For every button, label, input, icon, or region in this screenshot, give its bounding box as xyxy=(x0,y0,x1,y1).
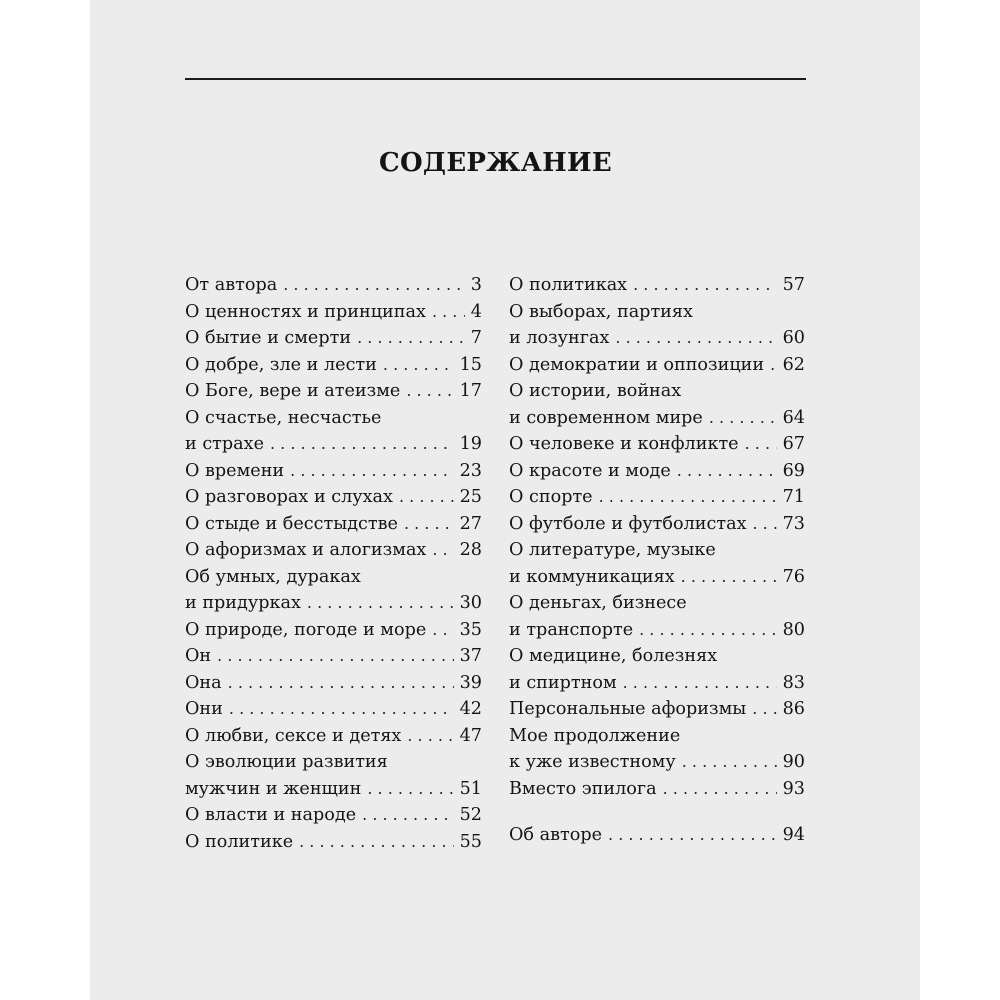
toc-entry[interactable] xyxy=(509,822,805,849)
toc-entry[interactable] xyxy=(185,829,482,856)
toc-page-number: 4 xyxy=(470,301,482,322)
toc-entry-title: О литературе, музыке xyxy=(509,540,716,560)
toc-entry-title: Вместо эпилога xyxy=(509,778,657,799)
toc-entry[interactable] xyxy=(185,458,482,485)
toc-entry-title: О добре, зле и лести xyxy=(185,354,377,375)
toc-entry-title: и страхе xyxy=(185,434,264,454)
toc-page-number: 55 xyxy=(459,831,482,852)
toc-dot-leader xyxy=(770,352,777,379)
toc-entry-title: Об авторе xyxy=(509,825,603,845)
toc-entry-title: О счастье, несчастье xyxy=(185,407,382,428)
toc-entry[interactable] xyxy=(185,802,482,829)
toc-entry[interactable] xyxy=(185,670,482,697)
toc-dot-leader xyxy=(677,458,777,485)
toc-entry-title: О времени xyxy=(185,460,285,481)
toc-dot-leader xyxy=(406,378,453,405)
toc-dot-leader xyxy=(404,511,454,538)
toc-entry[interactable] xyxy=(509,458,805,485)
toc-page-number: 17 xyxy=(459,381,482,401)
toc-page-number: 23 xyxy=(459,460,482,481)
toc-page-number: 28 xyxy=(459,540,482,560)
toc-dot-leader xyxy=(283,272,465,299)
toc-entry[interactable] xyxy=(185,564,482,617)
toc-entry-title: О любви, сексе и детях xyxy=(185,725,402,746)
toc-dot-leader xyxy=(383,352,454,379)
toc-entry-title: и транспорте xyxy=(509,619,634,640)
toc-entry-title: Мое продолжение xyxy=(509,725,681,746)
toc-page-number: 60 xyxy=(782,328,805,348)
toc-dot-leader xyxy=(682,749,777,776)
toc-entry-title: О футболе и футболистах xyxy=(509,513,747,534)
toc-page-number: 47 xyxy=(459,725,482,746)
toc-entry[interactable] xyxy=(509,590,805,643)
toc-entry-title: Персональные афоризмы xyxy=(509,699,747,719)
toc-entry-title: О Боге, вере и атеизме xyxy=(185,381,401,401)
toc-dot-leader xyxy=(709,405,777,432)
toc-entry-title: и современном мире xyxy=(509,407,703,428)
toc-entry-title: О эволюции развития xyxy=(185,752,388,772)
toc-entry-title: О истории, войнах xyxy=(509,381,682,401)
toc-entry[interactable] xyxy=(509,511,805,538)
toc-entry-title: О выборах, партиях xyxy=(509,301,693,322)
toc-page-number: 42 xyxy=(459,699,482,719)
toc-entry[interactable] xyxy=(185,272,482,299)
toc-page-number: 37 xyxy=(459,646,482,666)
toc-dot-leader xyxy=(432,537,453,564)
toc-entry[interactable] xyxy=(185,696,482,723)
toc-dot-leader xyxy=(367,776,453,803)
toc-dot-leader xyxy=(407,723,453,750)
toc-dot-leader xyxy=(753,511,777,538)
toc-dot-leader xyxy=(681,564,777,591)
toc-page-number: 7 xyxy=(470,328,482,348)
toc-entry-title: О медицине, болезнях xyxy=(509,646,718,666)
toc-dot-leader xyxy=(432,299,465,326)
toc-page-number: 15 xyxy=(459,354,482,375)
toc-entry-title: О разговорах и слухах xyxy=(185,487,393,507)
toc-page-number: 19 xyxy=(459,434,482,454)
toc-page-number: 67 xyxy=(782,434,805,454)
toc-entry-title: и спиртном xyxy=(509,672,617,693)
toc-dot-leader xyxy=(633,272,777,299)
toc-page-number: 90 xyxy=(782,752,805,772)
toc-page-number: 3 xyxy=(470,275,482,295)
toc-dot-leader xyxy=(608,822,777,849)
toc-column-right xyxy=(509,272,805,849)
toc-page-number: 52 xyxy=(459,805,482,825)
toc-page-number: 27 xyxy=(459,513,482,534)
toc-dot-leader xyxy=(623,670,777,697)
toc-entry[interactable] xyxy=(509,272,805,299)
toc-entry[interactable] xyxy=(509,643,805,696)
toc-dot-leader xyxy=(270,431,454,458)
toc-entry-title: О бытие и смерти xyxy=(185,328,352,348)
toc-entry-title: О спорте xyxy=(509,487,593,507)
toc-dot-leader xyxy=(432,617,453,644)
toc-entry-title: мужчин и женщин xyxy=(185,778,362,799)
toc-dot-leader xyxy=(217,643,453,670)
toc-entry-title: к уже известному xyxy=(509,752,676,772)
toc-entry-title: О человеке и конфликте xyxy=(509,434,739,454)
toc-entry[interactable] xyxy=(509,352,805,379)
toc-entry[interactable] xyxy=(185,378,482,405)
page-title: СОДЕРЖАНИЕ xyxy=(378,148,613,178)
header-rule xyxy=(185,78,806,80)
toc-entry[interactable] xyxy=(509,776,805,803)
toc-page-number: 86 xyxy=(782,699,805,719)
toc-dot-leader xyxy=(362,802,453,829)
toc-entry[interactable] xyxy=(509,696,805,723)
toc-page-number: 76 xyxy=(782,566,805,587)
toc-entry[interactable] xyxy=(509,431,805,458)
toc-dot-leader xyxy=(228,670,454,697)
toc-entry-title: Они xyxy=(185,699,223,719)
toc-entry[interactable] xyxy=(185,511,482,538)
toc-entry-title: О власти и народе xyxy=(185,805,357,825)
toc-entry-title: О политике xyxy=(185,831,294,852)
toc-entry-title: О демократии и оппозиции xyxy=(509,354,765,375)
toc-entry[interactable] xyxy=(509,378,805,431)
toc-page-number: 57 xyxy=(782,275,805,295)
toc-dot-leader xyxy=(663,776,777,803)
toc-dot-leader xyxy=(752,696,776,723)
toc-entry-title: От автора xyxy=(185,275,278,295)
toc-page-number: 39 xyxy=(459,672,482,693)
toc-page-number: 83 xyxy=(782,672,805,693)
toc-dot-leader xyxy=(299,829,454,856)
toc-page-number: 73 xyxy=(782,513,805,534)
toc-entry[interactable] xyxy=(185,325,482,352)
toc-page-number: 51 xyxy=(459,778,482,799)
toc-entry-title: О природе, погоде и море xyxy=(185,619,427,640)
toc-entry[interactable] xyxy=(509,299,805,352)
toc-entry-title: О афоризмах и алогизмах xyxy=(185,540,427,560)
toc-page-number: 25 xyxy=(459,487,482,507)
toc-page-number: 69 xyxy=(782,460,805,481)
toc-page-number: 93 xyxy=(782,778,805,799)
toc-dot-leader xyxy=(615,325,776,352)
toc-entry[interactable] xyxy=(185,405,482,458)
toc-dot-leader xyxy=(290,458,453,485)
toc-entry-title: Об умных, дураках xyxy=(185,566,361,587)
toc-dot-leader xyxy=(307,590,454,617)
toc-spacer xyxy=(509,802,805,822)
toc-entry-title: О стыде и бесстыдстве xyxy=(185,513,398,534)
toc-column-left xyxy=(185,272,482,855)
toc-entry[interactable] xyxy=(185,643,482,670)
toc-page-number: 94 xyxy=(782,825,805,845)
toc-dot-leader xyxy=(399,484,454,511)
toc-dot-leader xyxy=(639,617,776,644)
toc-entry[interactable] xyxy=(185,299,482,326)
toc-page-number: 71 xyxy=(782,487,805,507)
toc-entry-title: и лозунгах xyxy=(509,328,610,348)
toc-entry-title: О деньгах, бизнесе xyxy=(509,593,687,613)
toc-page-number: 35 xyxy=(459,619,482,640)
toc-entry[interactable] xyxy=(185,723,482,750)
toc-entry[interactable] xyxy=(185,749,482,802)
toc-page-number: 64 xyxy=(782,407,805,428)
toc-entry[interactable] xyxy=(185,617,482,644)
toc-entry[interactable] xyxy=(509,484,805,511)
toc-entry-title: и коммуникациях xyxy=(509,566,675,587)
toc-page-number: 30 xyxy=(459,593,482,613)
toc-dot-leader xyxy=(599,484,777,511)
toc-entry[interactable] xyxy=(185,484,482,511)
toc-page-number: 62 xyxy=(782,354,805,375)
toc-page-number: 80 xyxy=(782,619,805,640)
toc-entry-title: и придурках xyxy=(185,593,301,613)
toc-entry-title: О красоте и моде xyxy=(509,460,671,481)
toc-entry[interactable] xyxy=(509,537,805,590)
toc-entry[interactable] xyxy=(185,352,482,379)
toc-entry-title: Она xyxy=(185,672,222,693)
toc-entry-title: О ценностях и принципах xyxy=(185,301,426,322)
toc-dot-leader xyxy=(745,431,777,458)
toc-dot-leader xyxy=(229,696,454,723)
toc-dot-leader xyxy=(357,325,465,352)
toc-entry[interactable] xyxy=(185,537,482,564)
toc-entry-title: О политиках xyxy=(509,275,628,295)
toc-entry[interactable] xyxy=(509,723,805,776)
toc-entry-title: Он xyxy=(185,646,212,666)
